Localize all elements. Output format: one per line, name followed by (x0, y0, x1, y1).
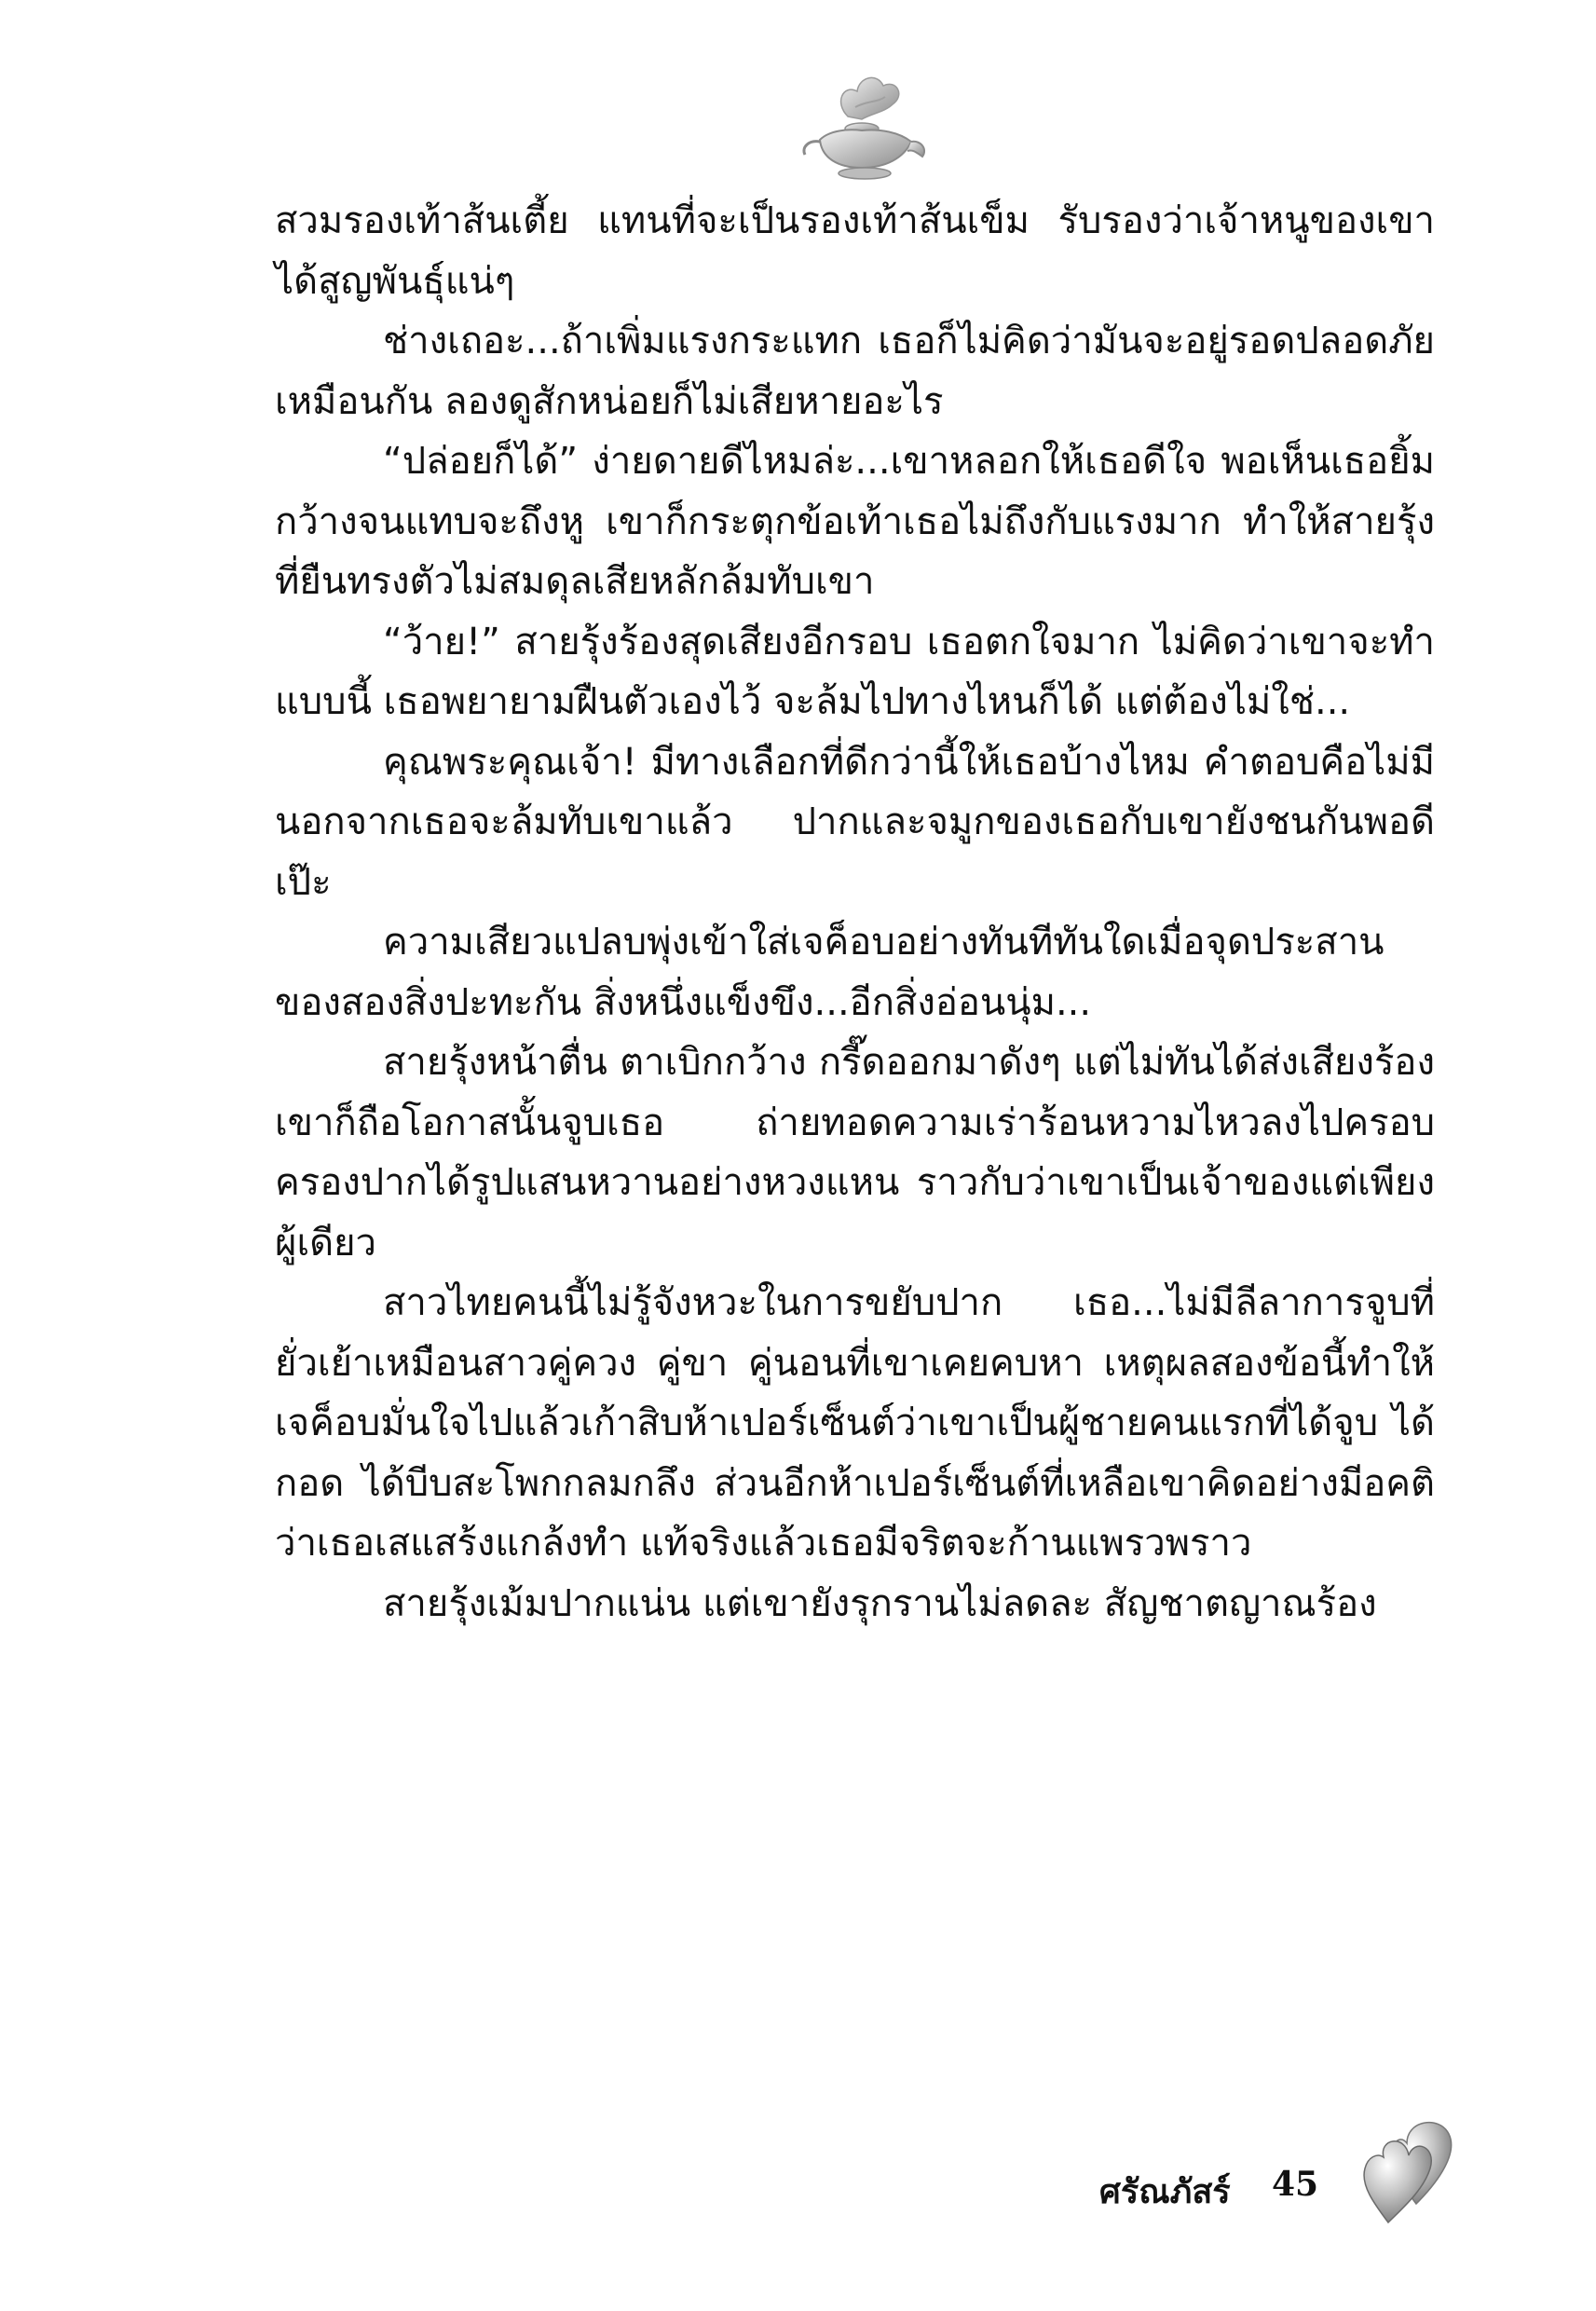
paragraph: สาวไทยคนนี้ไม่รู้จังหวะในการขยับปาก เธอ...ไม่มีลีลาการจูบที่ยั่วเย้าเหมือนสาวคู่ควง คู่ขา คู่นอนที่เขาเคยคบหา เหตุผลสองข้อนี้ทำให้เจค็อบมั่นใจไปแล้วเก้าสิบห้าเปอร์เซ็นต์ว่าเขาเป็นผู้ชายคนแรกที่ได้จูบ ได้กอด ได้บีบสะโพกกลมกลึง ส่วนอีกห้าเปอร์เซ็นต์ที่เหลือเขาคิดอย่างมีอคติว่าเธอเสแสร้งแกล้งทำ แท้จริงแล้วเธอมีจริตจะก้านแพรวพราว (275, 1281, 1435, 1565)
paragraph: “ว้าย!” สายรุ้งร้องสุดเสียงอีกรอบ เธอตกใจมาก ไม่คิดว่าเขาจะทำแบบนี้ เธอพยายามฝืนตัวเองไว้ จะล้มไปทางไหนก็ได้ แต่ต้องไม่ใช่... (275, 620, 1435, 723)
page-number: 45 (1272, 2165, 1319, 2204)
genie-lamp-icon (792, 65, 932, 186)
hearts-icon (1351, 2111, 1463, 2232)
paragraph: สายรุ้งเม้มปากแน่น แต่เขายังรุกรานไม่ลดละ สัญชาตญาณร้อง (383, 1581, 1377, 1625)
paragraph: ความเสียวแปลบพุ่งเข้าใส่เจค็อบอย่างทันทีทันใดเมื่อจุดประสานของสองสิ่งปะทะกัน สิ่งหนึ่งแข็งขึง...อีกสิ่งอ่อนนุ่ม... (275, 921, 1385, 1024)
paragraph: ช่างเถอะ...ถ้าเพิ่มแรงกระแทก เธอก็ไม่คิดว่ามันจะอยู่รอดปลอดภัยเหมือนกัน ลองดูสักหน่อยก็ไม่เสียหายอะไร (275, 320, 1435, 423)
page-footer (1099, 2111, 1472, 2250)
author-name: ศรัณภัสร์ (1099, 2172, 1231, 2211)
paragraph: “ปล่อยก็ได้” ง่ายดายดีไหมล่ะ...เขาหลอกให้เธอดีใจ พอเห็นเธอยิ้มกว้างจนแทบจะถึงหู เขาก็กระตุกข้อเท้าเธอไม่ถึงกับแรงมาก ทำให้สายรุ้งที่ยืนทรงตัวไม่สมดุลเสียหลักล้มทับเขา (275, 440, 1435, 603)
paragraph: สายรุ้งหน้าตื่น ตาเบิกกว้าง กรี๊ดออกมาดังๆ แต่ไม่ทันได้ส่งเสียงร้อง เขาก็ถือโอกาสนั้นจูบเธอ ถ่ายทอดความเร่าร้อนหวามไหวลงไปครอบครองปากได้รูปแสนหวานอย่างหวงแหน ราวกับว่าเขาเป็นเจ้าของแต่เพียงผู้เดียว (275, 1041, 1435, 1265)
paragraph: คุณพระคุณเจ้า! มีทางเลือกที่ดีกว่านี้ให้เธอบ้างไหม คำตอบคือไม่มี นอกจากเธอจะล้มทับเขาแล้ว ปากและจมูกของเธอกับเขายังชนกันพอดีเป๊ะ (275, 740, 1435, 904)
paragraph: สวมรองเท้าส้นเตี้ย แทนที่จะเป็นรองเท้าส้นเข็ม รับรองว่าเจ้าหนูของเขาได้สูญพันธุ์แน่ๆ (275, 199, 1435, 303)
body-text (275, 191, 1435, 1634)
